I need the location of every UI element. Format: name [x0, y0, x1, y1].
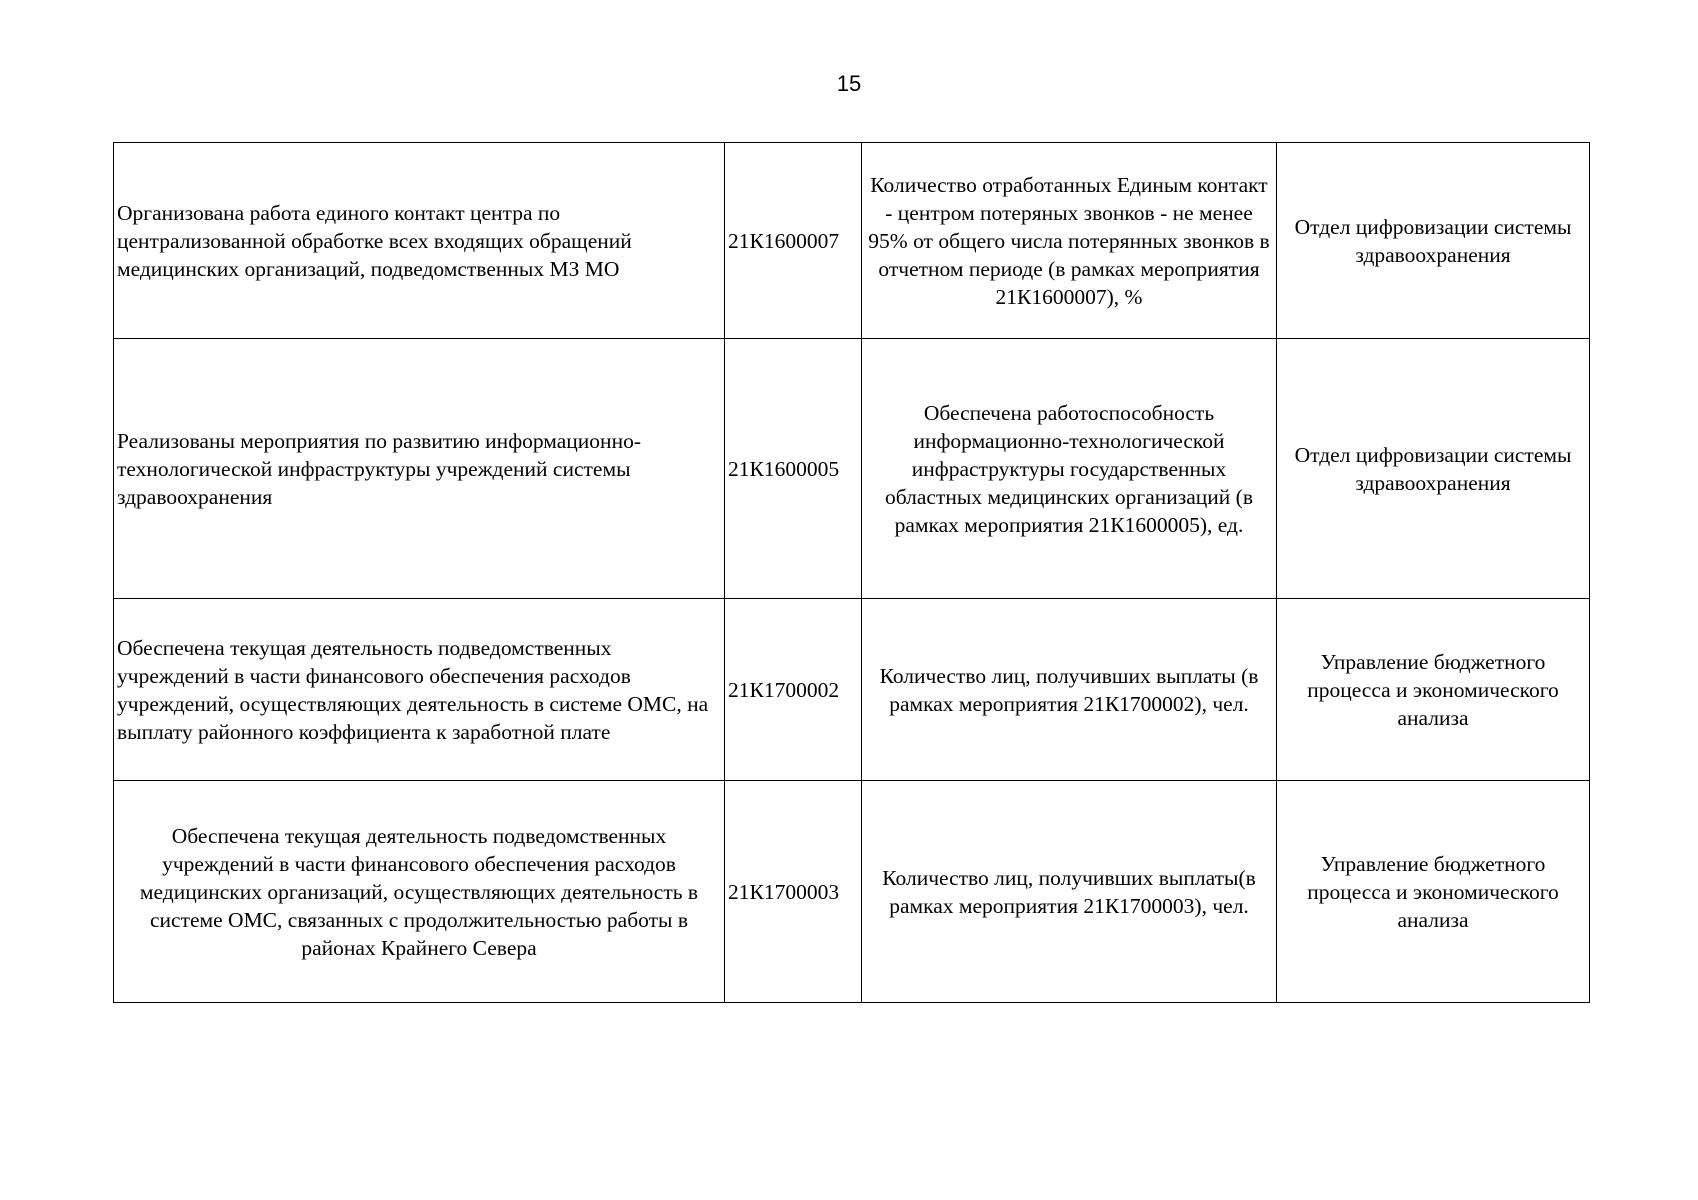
row-indicator: Количество лиц, получивших выплаты(в рамках мероприятия 21К1700003), чел. — [862, 781, 1277, 1003]
row-department: Управление бюджетного процесса и экономического анализа — [1277, 781, 1590, 1003]
row-code: 21К1700003 — [725, 781, 862, 1003]
row-description: Обеспечена текущая деятельность подведомственных учреждений в части финансового обеспечения расходов учреждений, осуществляющих деятельность в системе ОМС, на выплату районного коэффициента к заработной плате — [114, 599, 725, 781]
row-department: Отдел цифровизации системы здравоохранения — [1277, 143, 1590, 339]
table-row — [114, 781, 1590, 1003]
page-number: 15 — [836, 71, 862, 96]
table-row — [114, 143, 1590, 339]
row-department: Отдел цифровизации системы здравоохранения — [1277, 339, 1590, 599]
row-indicator: Количество отработанных Единым контакт - центром потеряных звонков - не менее 95% от общего числа потерянных звонков в отчетном периоде (в рамках мероприятия 21К1600007), % — [862, 143, 1277, 339]
row-indicator: Обеспечена работоспособность информационно-технологической инфраструктуры государственных областных медицинских организаций (в рамках мероприятия 21К1600005), ед. — [862, 339, 1277, 599]
row-department: Управление бюджетного процесса и экономического анализа — [1277, 599, 1590, 781]
row-description: Обеспечена текущая деятельность подведомственных учреждений в части финансового обеспечения расходов медицинских организаций, осуществляющих деятельность в системе ОМС, связанных с продолжительностью работы в районах Крайнего Севера — [114, 781, 725, 1003]
row-indicator: Количество лиц, получивших выплаты (в рамках мероприятия 21К1700002), чел. — [862, 599, 1277, 781]
table-row — [114, 599, 1590, 781]
measures-table — [113, 142, 1590, 1003]
row-code: 21К1700002 — [725, 599, 862, 781]
row-description: Организована работа единого контакт центра по централизованной обработке всех входящих обращений медицинских организаций, подведомственных МЗ МО — [114, 143, 725, 339]
row-code: 21К1600007 — [725, 143, 862, 339]
row-code: 21К1600005 — [725, 339, 862, 599]
row-description: Реализованы мероприятия по развитию информационно-технологической инфраструктуры учреждений системы здравоохранения — [114, 339, 725, 599]
table-row — [114, 339, 1590, 599]
